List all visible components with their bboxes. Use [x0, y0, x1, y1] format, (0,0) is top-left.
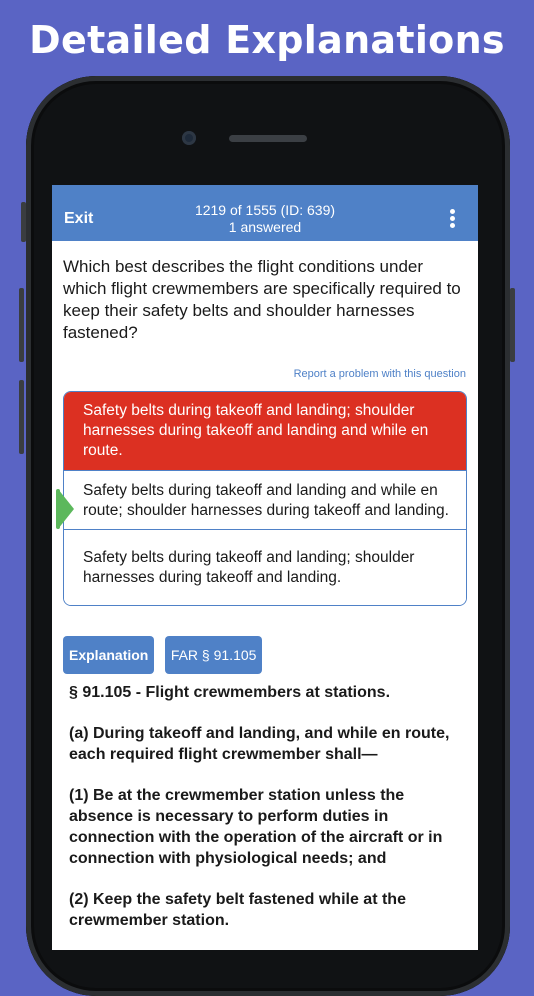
explanation-paragraph: (a) During takeoff and landing, and while en route, each required flight crewmember shall— — [69, 725, 450, 763]
tab-explanation[interactable]: Explanation — [63, 636, 154, 674]
exit-button[interactable]: Exit — [64, 210, 94, 227]
more-vertical-icon[interactable] — [450, 209, 456, 230]
phone-side-button — [19, 380, 24, 454]
answer-option-wrong[interactable]: Safety belts during takeoff and landing; shoulder harnesses during takeoff and landing and while en route. — [64, 392, 466, 471]
question-position: 1219 of 1555 (ID: 639) — [194, 202, 336, 218]
explanation-paragraph: (2) Keep the safety belt fastened while at the crewmember station. — [69, 891, 406, 929]
answer-option-correct[interactable]: Safety belts during takeoff and landing and while en route; shoulder harnesses during takeoff and landing. — [64, 471, 466, 530]
app-screen — [52, 185, 478, 950]
answer-list — [63, 391, 467, 606]
phone-side-button — [21, 202, 26, 242]
camera — [182, 131, 196, 145]
explanation-tabs — [63, 636, 268, 674]
explanation-heading: § 91.105 - Flight crewmembers at stations. — [69, 684, 391, 701]
phone-side-button — [19, 288, 24, 362]
answer-option[interactable]: Safety belts during takeoff and landing; shoulder harnesses during takeoff and landing. — [64, 530, 466, 605]
answered-count: 1 answered — [228, 219, 302, 235]
promo-title: Detailed Explanations — [29, 18, 505, 62]
correct-answer-arrow-icon — [58, 489, 74, 529]
speaker — [229, 135, 307, 142]
tab-far-reference[interactable]: FAR § 91.105 — [165, 636, 263, 674]
explanation-text — [69, 682, 469, 950]
nav-bar — [52, 185, 478, 241]
report-problem-link[interactable]: Report a problem with this question — [293, 368, 466, 380]
question-text: Which best describes the flight conditions under which flight crewmembers are specifically required to keep their safety belts and shoulder harnesses fastened? — [63, 257, 461, 342]
phone-side-button — [510, 288, 515, 362]
explanation-paragraph: (1) Be at the crewmember station unless the absence is necessary to perform duties in connection with the operation of the aircraft or in connection with physiological needs; and — [69, 787, 443, 867]
question-counter — [52, 202, 478, 236]
